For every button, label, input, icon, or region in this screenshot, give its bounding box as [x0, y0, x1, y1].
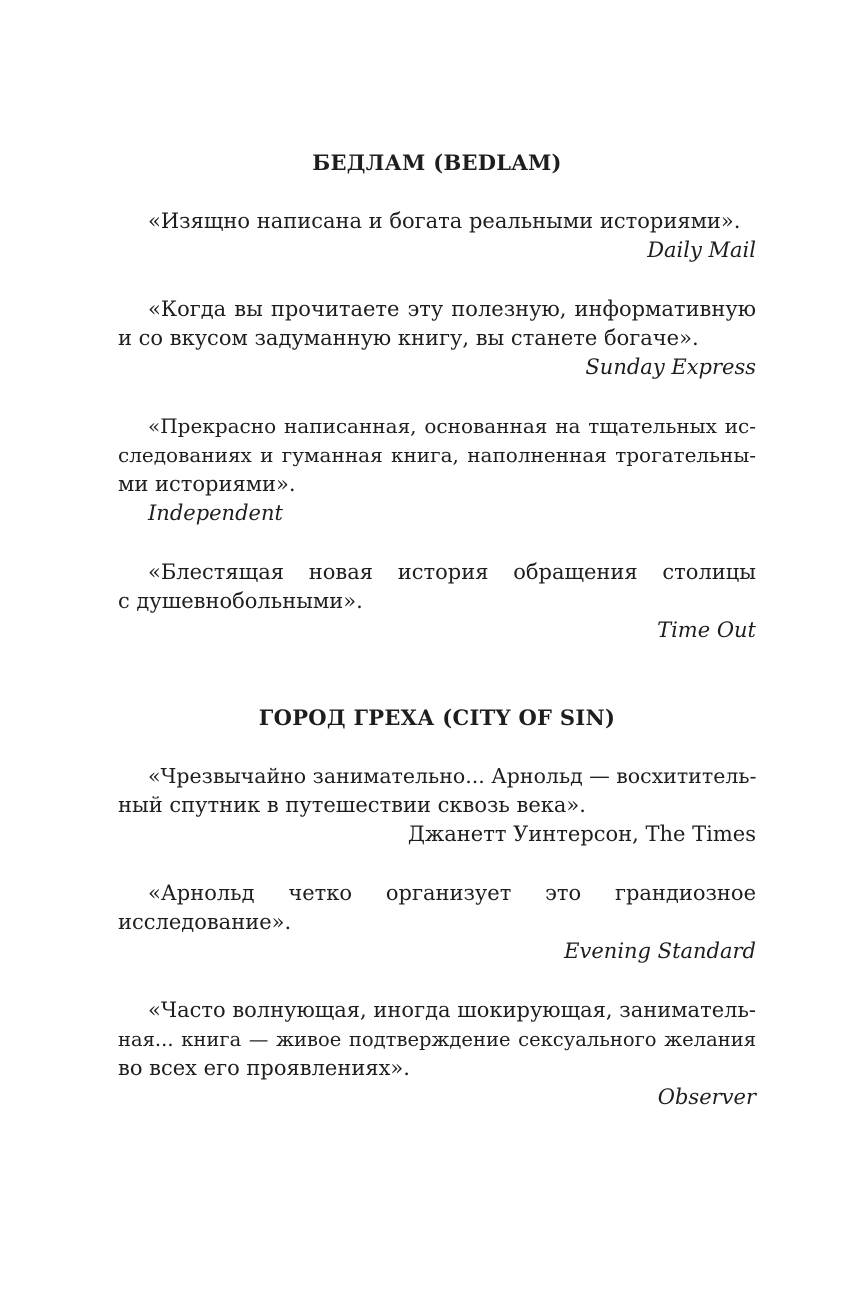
review-text-line: исследование».	[118, 910, 292, 934]
review-text-line: «Изящно написана и богата реальными историями».	[148, 209, 741, 233]
review-source: Sunday Express	[585, 355, 756, 379]
review-text-line: «Часто волнующая, иногда шокирующая, заниматель-	[148, 998, 756, 1022]
review-text-line: следованиях и гуманная книга, наполненная трогательны-	[118, 443, 756, 467]
section-title-bedlam: БЕДЛАМ (BEDLAM)	[312, 150, 562, 175]
review-text-line: во всех его проявлениях».	[118, 1056, 410, 1080]
review-text-line: с душевнобольными».	[118, 589, 363, 613]
review-text-line: «Прекрасно написанная, основанная на тщательных ис-	[148, 414, 756, 438]
review-text-line: «Блестящая новая история обращения столицы	[148, 560, 756, 584]
review-source: Independent	[148, 501, 283, 525]
review-text-line: ная... книга — живое подтверждение сексуального желания	[118, 1028, 756, 1051]
review-source: Time Out	[657, 618, 756, 642]
review-text-line: и со вкусом задуманную книгу, вы станете богаче».	[118, 326, 699, 350]
section-title-city-of-sin: ГОРОД ГРЕХА (CITY OF SIN)	[258, 705, 616, 730]
review-text-line: «Арнольд четко организует это грандиозное	[148, 881, 756, 905]
review-text-line: «Чрезвычайно занимательно... Арнольд — восхититель-	[148, 764, 757, 788]
review-source: Джанетт Уинтерсон, The Times	[407, 822, 756, 846]
review-source: Evening Standard	[564, 939, 756, 963]
review-source: Observer	[657, 1085, 756, 1109]
review-text-line: ми историями».	[118, 472, 296, 496]
review-text-line: «Когда вы прочитаете эту полезную, информативную	[148, 297, 756, 321]
review-text-line: ный спутник в путешествии сквозь века».	[118, 793, 586, 817]
review-source: Daily Mail	[647, 238, 756, 262]
